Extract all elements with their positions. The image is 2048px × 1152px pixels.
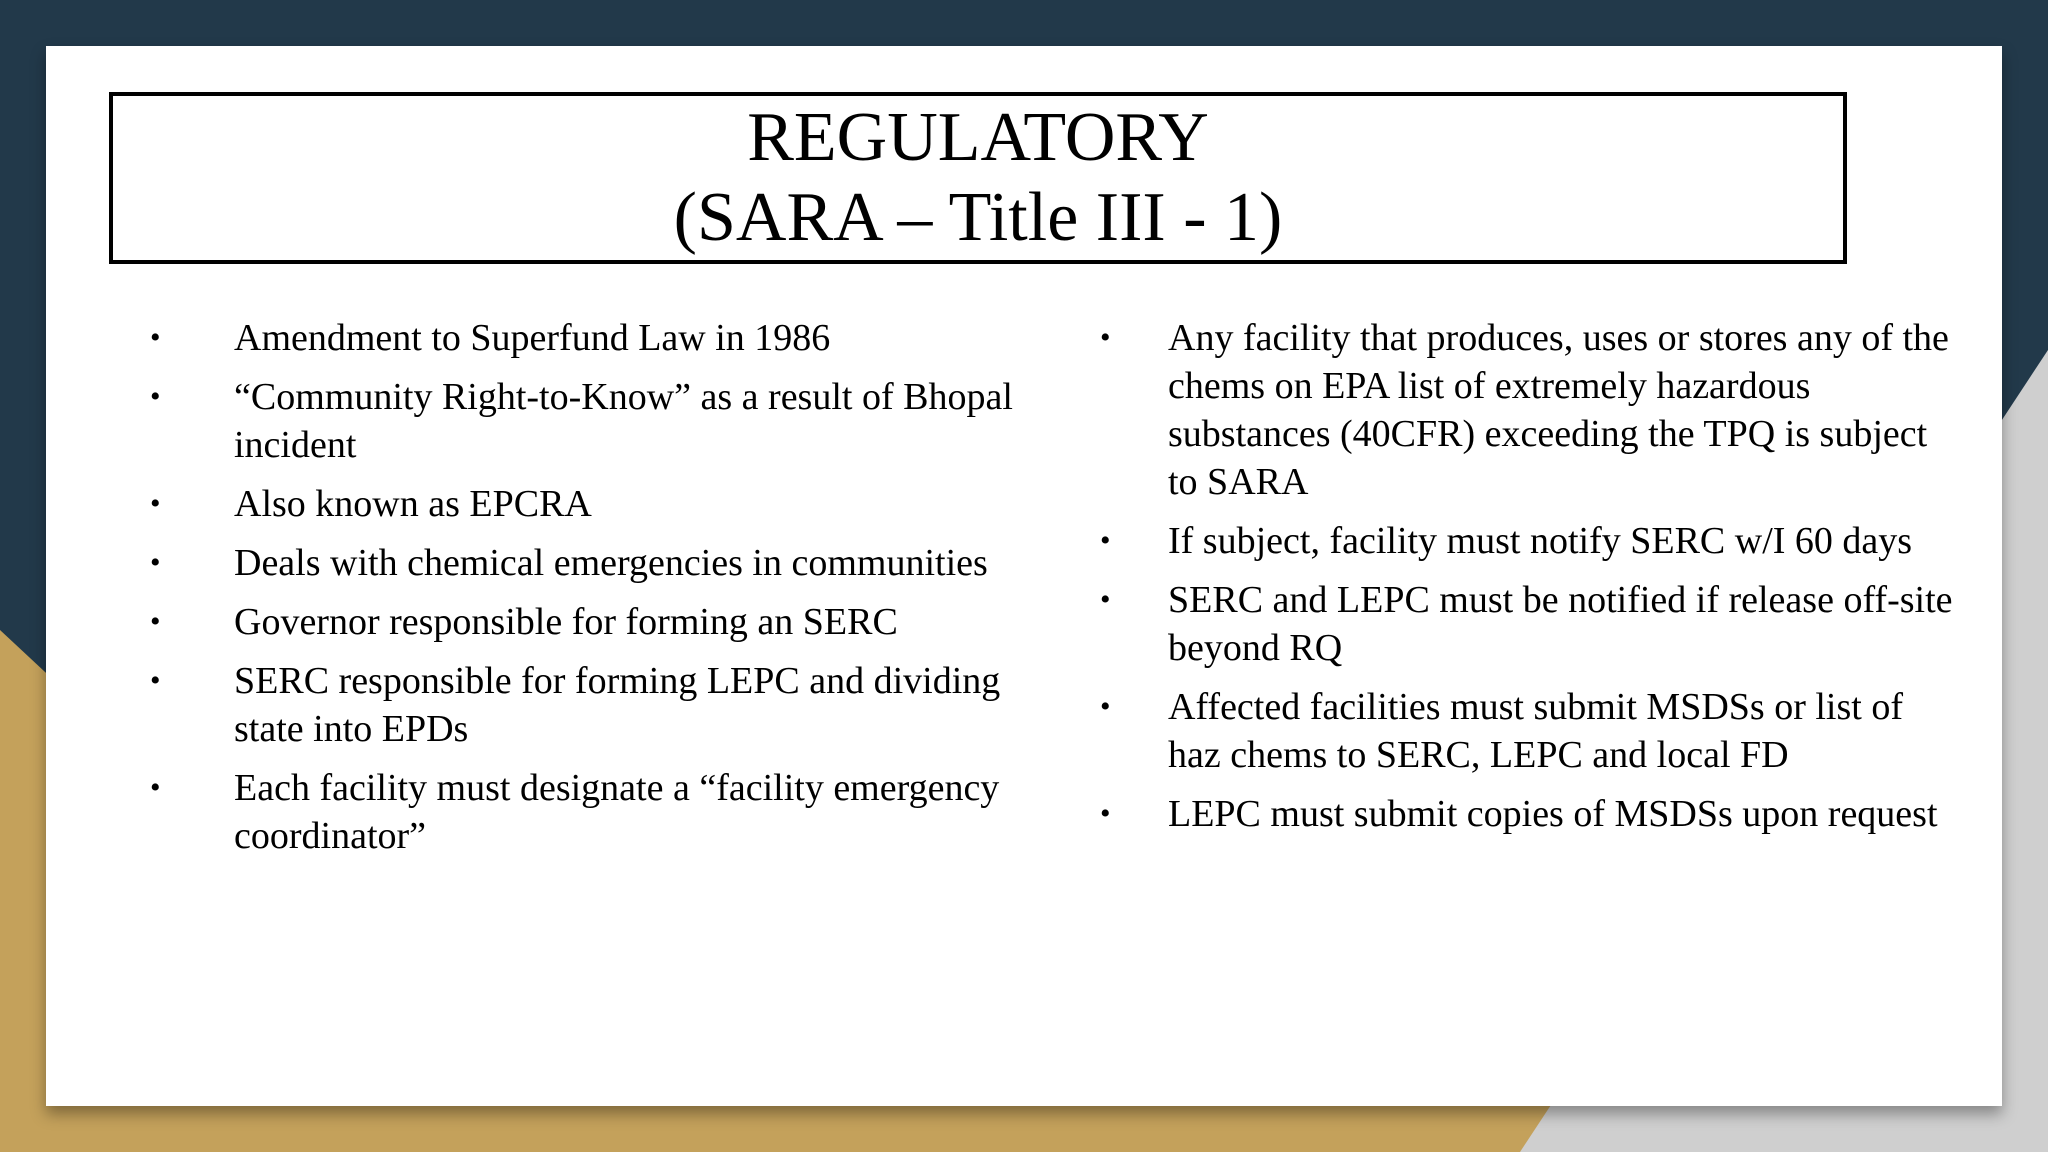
list-item [1054, 314, 1954, 506]
bullet-icon: • [150, 605, 161, 638]
bullet-text: Amendment to Superfund Law in 1986 [234, 317, 831, 359]
bullet-icon: • [1100, 524, 1111, 557]
bullet-text: Deals with chemical emergencies in communities [234, 542, 988, 584]
bullet-text: Affected facilities must submit MSDSs or list of haz chems to SERC, LEPC and local FD [1168, 686, 1903, 776]
left-bullet-list [106, 314, 1066, 871]
list-item [106, 764, 1066, 860]
list-item [106, 480, 1066, 528]
list-item [1054, 790, 1954, 838]
bullet-text: Also known as EPCRA [234, 483, 592, 525]
bullet-icon: • [1100, 321, 1111, 354]
right-bullet-list [1054, 314, 1954, 849]
bullet-text: SERC and LEPC must be notified if release off-site beyond RQ [1168, 579, 1953, 669]
list-item [1054, 683, 1954, 779]
bullet-text: Governor responsible for forming an SERC [234, 601, 898, 643]
bullet-text: “Community Right-to-Know” as a result of Bhopal incident [234, 376, 1013, 466]
bullet-text: If subject, facility must notify SERC w/I 60 days [1168, 520, 1913, 562]
bullet-icon: • [1100, 690, 1111, 723]
bullet-icon: • [150, 546, 161, 579]
list-item [1054, 517, 1954, 565]
list-item [106, 598, 1066, 646]
list-item [106, 373, 1066, 469]
bullet-text: Each facility must designate a “facility emergency coordinator” [234, 767, 1000, 857]
bullet-icon: • [150, 487, 161, 520]
bullet-icon: • [150, 771, 161, 804]
bullet-text: LEPC must submit copies of MSDSs upon request [1168, 793, 1938, 835]
bullet-text: SERC responsible for forming LEPC and dividing state into EPDs [234, 660, 1001, 750]
bullet-icon: • [1100, 797, 1111, 830]
bullet-text: Any facility that produces, uses or stores any of the chems on EPA list of extremely hazardous substances (40CFR) exceeding the TPQ is subject to SARA [1168, 317, 1949, 503]
list-item [1054, 576, 1954, 672]
list-item [106, 539, 1066, 587]
list-item [106, 314, 1066, 362]
slide [46, 46, 2002, 1106]
slide-title: REGULATORY [747, 99, 1209, 176]
bullet-icon: • [150, 380, 161, 413]
bullet-icon: • [1100, 583, 1111, 616]
slide-subtitle: (SARA – Title III - 1) [673, 179, 1283, 256]
bullet-icon: • [150, 321, 161, 354]
title-box [109, 92, 1847, 264]
bullet-icon: • [150, 664, 161, 697]
list-item [106, 657, 1066, 753]
